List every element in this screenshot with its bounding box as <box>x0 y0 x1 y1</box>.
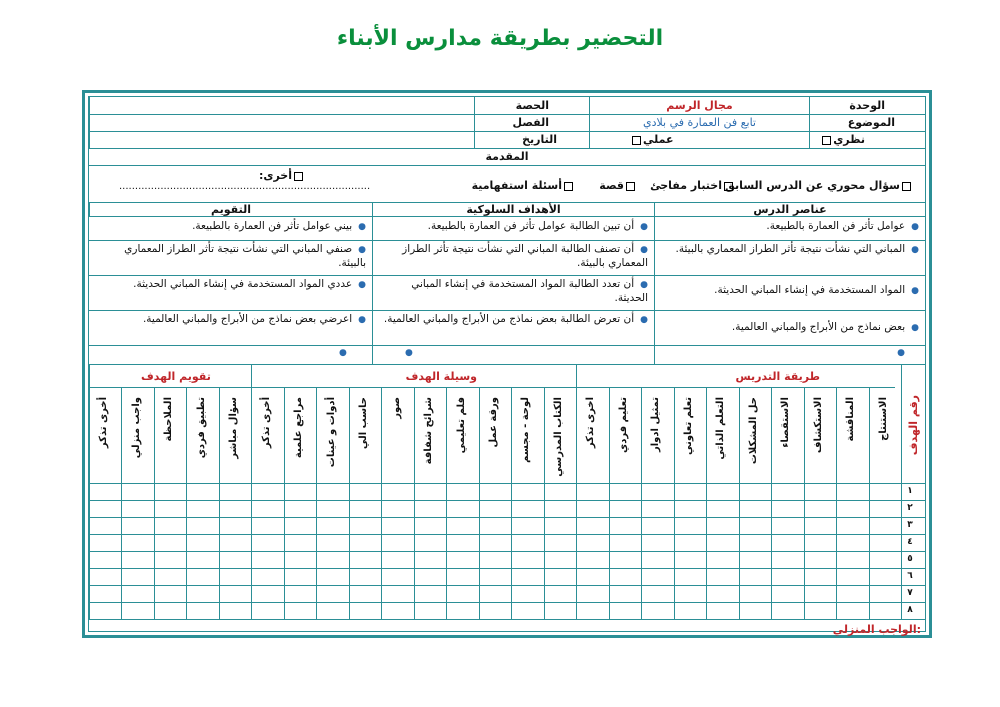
row-number: ٥ <box>907 554 913 564</box>
teaching-method-header: التعلم الذاتي <box>715 397 727 460</box>
theory-option[interactable] <box>820 133 865 146</box>
divider <box>576 365 577 620</box>
lesson-objective-text: أن تصنف الطالبة المباني التي نشأت نتيجة تأثر الطراز المعماري بالبيئة. <box>402 243 648 269</box>
homework-row <box>89 619 925 638</box>
teaching-method-header: حل المشكلات <box>747 397 759 465</box>
col-elements-label: عناصر الدرس <box>753 203 827 216</box>
lesson-evaluation-3: ●عددي المواد المستخدمة في إنشاء المباني الحديثة. <box>133 278 366 290</box>
lesson-objective-3: ●أن تعدد الطالبة المواد المستخدمة في إنشاء المباني الحديثة. <box>411 278 648 304</box>
lesson-objective-2: ●أن تصنف الطالبة المباني التي نشأت نتيجة تأثر الطراز المعماري بالبيئة. <box>402 243 648 269</box>
lesson-evaluation-text: عددي المواد المستخدمة في إنشاء المباني الحديثة. <box>133 278 353 290</box>
date-cell[interactable] <box>474 131 589 148</box>
row-number: ٤ <box>907 537 913 547</box>
divider <box>89 585 925 586</box>
practical-cell[interactable] <box>589 131 809 148</box>
means-header: الكتاب المدرسي <box>552 397 564 477</box>
theory-label: نظري <box>833 133 865 146</box>
divider <box>89 551 925 552</box>
intro-option-5-label: أخرى: <box>258 169 292 182</box>
means-header: صور <box>390 397 402 419</box>
divider <box>89 387 895 388</box>
evaluation-header: سؤال مباشر <box>228 397 240 459</box>
row-number: ٢ <box>907 503 913 513</box>
teaching-method-header: اخرى تذكر <box>585 397 597 449</box>
lesson-element-text: المواد المستخدمة في إنشاء المباني الحديثة. <box>714 284 906 296</box>
means-header: شرائح شفافة <box>423 397 435 465</box>
teaching-method-header: تعليم فردي <box>617 397 629 453</box>
teaching-method-header: طريقة التدريس <box>735 370 820 383</box>
practical-option[interactable] <box>630 133 674 146</box>
intro-option-3[interactable] <box>599 179 637 192</box>
divider <box>89 534 925 535</box>
teaching-method-header: تمثيل ادوار <box>650 397 662 452</box>
means-header: مراجع علمية <box>293 397 305 459</box>
columns-header-row <box>89 202 925 217</box>
lesson-evaluation-text: اعرضي بعض نماذج من الأبراج والمباني العالمية. <box>142 313 353 325</box>
row-number: ٨ <box>907 605 913 615</box>
teaching-method-header: الاستقصاء <box>780 397 792 448</box>
lesson-element-text: المباني التي نشأت نتيجة تأثر الطراز المعماري بالبيئة. <box>675 243 906 255</box>
evaluation-header: أخرى تذكر <box>98 397 110 449</box>
intro-option-3-label: قصة <box>599 179 624 192</box>
means-header: لوحة - مجسم <box>520 397 532 463</box>
class-label: الفصل <box>512 116 549 129</box>
homework-label: الواجب المنزلي: <box>832 623 921 636</box>
intro-option-4[interactable] <box>472 179 575 192</box>
lesson-element-2: ●المباني التي نشأت نتيجة تأثر الطراز المعماري بالبيئة. <box>675 243 919 255</box>
intro-option-4-label: أسئلة استفهامية <box>471 179 562 192</box>
col-elements-header <box>654 202 925 216</box>
means-header: أخرى تذكر <box>260 397 272 449</box>
evaluation-header: الملاحظة <box>163 397 175 442</box>
field-cell[interactable] <box>589 97 809 114</box>
topic-cell[interactable] <box>809 114 925 131</box>
intro-option-2-label: اختبار مفاجئ <box>650 179 722 192</box>
teaching-method-header: المناقشة <box>845 397 857 442</box>
evaluation-header: تطبيق فردي <box>195 397 207 459</box>
unit-label: الوحدة <box>849 99 885 112</box>
intro-option-1-label: سؤال محوري عن الدرس السابق <box>725 179 900 192</box>
intro-checkbox-5[interactable] <box>294 172 303 181</box>
empty-bullet: ● <box>897 348 905 358</box>
intro-label-row <box>89 148 925 166</box>
means-header: أدوات و عينات <box>325 397 337 468</box>
intro-checkbox-2[interactable] <box>724 182 733 191</box>
header-row-1 <box>89 97 925 115</box>
row-number: ٦ <box>907 571 913 581</box>
lesson-element-3: ●المواد المستخدمة في إنشاء المباني الحديثة. <box>714 284 919 296</box>
lesson-evaluation-2: ●صنفي المباني التي نشأت نتيجة تأثر الطراز المعماري بالبيئة. <box>124 243 366 269</box>
divider <box>89 500 925 501</box>
empty-bullet: ● <box>339 348 347 358</box>
lesson-objective-text: أن تبين الطالبة عوامل تأثر فن العمارة بالطبيعة. <box>427 220 635 232</box>
col-evaluation-label: التقويم <box>211 203 251 216</box>
objective-eval-header: تقويم الهدف <box>141 370 211 383</box>
col-evaluation-header <box>89 202 372 216</box>
divider <box>89 345 925 346</box>
intro-checkbox-4[interactable] <box>564 182 573 191</box>
theory-checkbox[interactable] <box>822 136 831 145</box>
theory-cell[interactable] <box>809 131 925 148</box>
evaluation-header: واجب منزلي <box>130 397 142 459</box>
lesson-element-text: بعض نماذج من الأبراج والمباني العالمية. <box>731 321 906 333</box>
intro-option-2[interactable] <box>650 179 735 192</box>
teaching-method-header: الاستكشاف <box>812 397 824 454</box>
row-number: ١ <box>907 486 913 496</box>
lesson-rows <box>89 216 925 364</box>
period-cell[interactable] <box>474 97 589 114</box>
divider <box>89 483 925 484</box>
objective-num-header: رقم الهدف <box>907 395 920 456</box>
col-objectives-label: الأهداف السلوكية <box>466 203 561 216</box>
unit-cell[interactable] <box>809 97 925 114</box>
divider <box>89 602 925 603</box>
lesson-objective-text: أن تعدد الطالبة المواد المستخدمة في إنشاء المباني الحديثة. <box>411 278 648 304</box>
intro-option-1[interactable] <box>725 179 913 192</box>
class-cell[interactable] <box>474 114 589 131</box>
teaching-method-header: تعلم تعاوني <box>682 397 694 456</box>
row-number: ٧ <box>907 588 913 598</box>
intro-checkbox-1[interactable] <box>902 182 911 191</box>
practical-label: عملي <box>643 133 674 146</box>
divider <box>251 365 252 620</box>
period-value-cell[interactable] <box>89 97 474 114</box>
objectives-grid <box>89 364 925 620</box>
lesson-evaluation-text: صنفي المباني التي نشأت نتيجة تأثر الطراز المعماري بالبيئة. <box>124 243 366 269</box>
date-value-cell[interactable] <box>89 131 474 148</box>
intro-checkbox-3[interactable] <box>626 182 635 191</box>
date-label: التاريخ <box>522 133 557 146</box>
divider <box>89 568 925 569</box>
teaching-method-header: الاستنتاج <box>877 397 889 441</box>
means-header: فلم تعليمي <box>455 397 467 454</box>
col-objectives-header <box>372 202 654 216</box>
lesson-plan-form <box>82 90 932 638</box>
intro-dots: ............................................................................... <box>119 181 371 192</box>
class-value-cell[interactable] <box>89 114 474 131</box>
intro-options-row <box>89 165 925 203</box>
lesson-objective-text: أن تعرض الطالبة بعض نماذج من الأبراج والمباني العالمية. <box>383 313 635 325</box>
means-header: حاسب الي <box>358 397 370 450</box>
page-title: التحضير بطريقة مدارس الأبناء <box>336 26 664 51</box>
period-label: الحصة <box>515 99 549 112</box>
means-header: ورقة عمل <box>488 397 499 448</box>
objective-means-header: وسيلة الهدف <box>405 370 477 383</box>
divider <box>89 365 90 620</box>
lesson-objective-1: ●أن تبين الطالبة عوامل تأثر فن العمارة بالطبيعة. <box>427 220 648 232</box>
lesson-objective-4: ●أن تعرض الطالبة بعض نماذج من الأبراج والمباني العالمية. <box>383 313 648 325</box>
lesson-element-1: ●عوامل تأثر فن العمارة بالطبيعة. <box>766 220 919 232</box>
lesson-evaluation-1: ●بيني عوامل تأثر فن العمارة بالطبيعة. <box>192 220 366 232</box>
header-row-2 <box>89 114 925 132</box>
lesson-element-text: عوامل تأثر فن العمارة بالطبيعة. <box>766 220 906 232</box>
divider <box>89 517 925 518</box>
intro-label: المقدمة <box>485 150 529 163</box>
lesson-evaluation-text: بيني عوامل تأثر فن العمارة بالطبيعة. <box>192 220 353 232</box>
topic-value-cell[interactable] <box>589 114 809 131</box>
header-row-3 <box>89 131 925 149</box>
field-label: مجال الرسم <box>666 99 733 112</box>
topic-value: تابع فن العمارة في بلادي <box>642 116 756 129</box>
row-number: ٣ <box>907 520 913 530</box>
empty-bullet: ● <box>405 348 413 358</box>
topic-label: الموضوع <box>847 116 895 129</box>
practical-checkbox[interactable] <box>632 136 641 145</box>
lesson-element-4: ●بعض نماذج من الأبراج والمباني العالمية. <box>731 321 919 333</box>
lesson-evaluation-4: ●اعرضي بعض نماذج من الأبراج والمباني العالمية. <box>142 313 366 325</box>
